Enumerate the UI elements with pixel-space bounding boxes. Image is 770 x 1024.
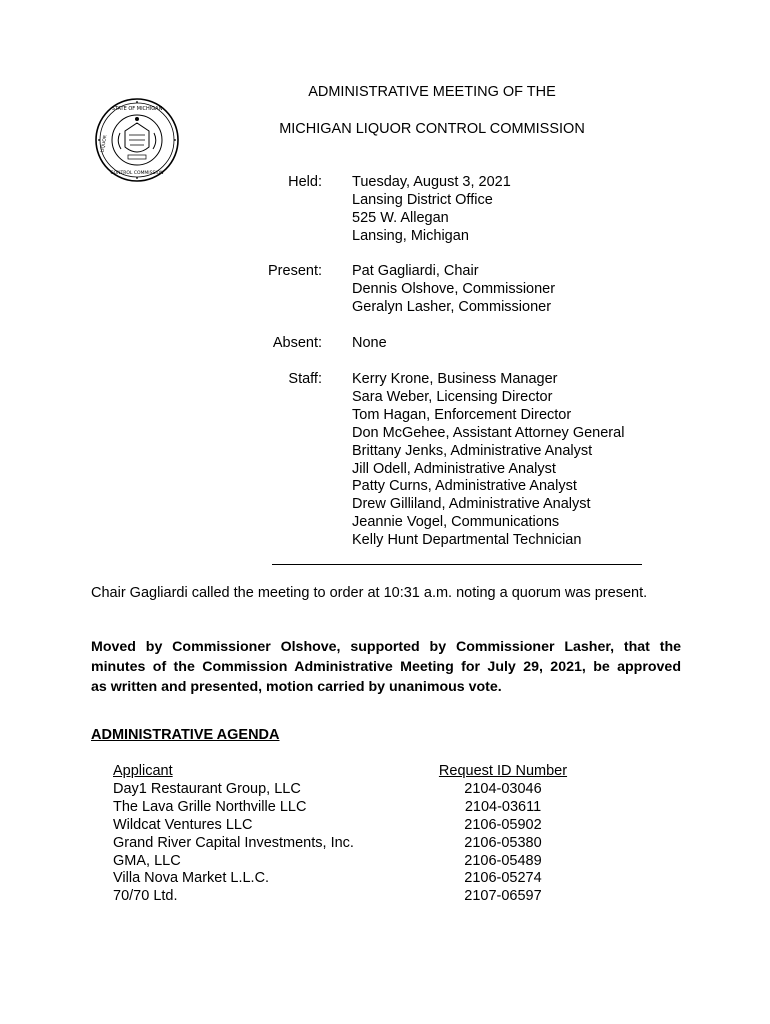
document-title-line1: ADMINISTRATIVE MEETING OF THE bbox=[308, 84, 556, 100]
call-to-order-paragraph: Chair Gagliardi called the meeting to order at 10:31 a.m. noting a quorum was present. bbox=[91, 585, 648, 601]
applicant-name: Day1 Restaurant Group, LLC bbox=[113, 780, 301, 797]
applicant-name: Wildcat Ventures LLC bbox=[113, 816, 253, 833]
request-id: 2106-05902 bbox=[464, 816, 542, 833]
agenda-heading: ADMINISTRATIVE AGENDA bbox=[91, 727, 280, 743]
staff-member: Jeannie Vogel, Communications bbox=[352, 514, 560, 531]
present-member: Dennis Olshove, Commissioner bbox=[352, 280, 556, 297]
staff-member: Tom Hagan, Enforcement Director bbox=[352, 406, 572, 423]
held-line: Lansing, Michigan bbox=[352, 227, 469, 244]
staff-member: Jill Odell, Administrative Analyst bbox=[352, 460, 556, 477]
staff-member: Kerry Krone, Business Manager bbox=[352, 371, 558, 387]
absent-member: None bbox=[352, 335, 387, 351]
request-id-column-header: Request ID Number bbox=[438, 763, 568, 779]
present-label: Present: bbox=[268, 263, 322, 279]
section-divider bbox=[272, 564, 642, 565]
held-details bbox=[352, 174, 511, 246]
staff-list bbox=[352, 371, 624, 550]
staff-member: Kelly Hunt Departmental Technician bbox=[352, 532, 582, 549]
applicant-column-header: Applicant bbox=[113, 763, 173, 779]
staff-member: Drew Gilliland, Administrative Analyst bbox=[352, 496, 591, 513]
held-line: 525 W. Allegan bbox=[352, 209, 449, 226]
svg-text:LIQUOR: LIQUOR bbox=[100, 134, 109, 153]
request-id-column bbox=[436, 763, 570, 906]
request-id: 2104-03611 bbox=[464, 798, 542, 815]
absent-list bbox=[352, 335, 387, 353]
request-id: 2106-05380 bbox=[464, 834, 542, 851]
applicant-column bbox=[113, 763, 354, 906]
applicant-name: The Lava Grille Northville LLC bbox=[113, 798, 307, 815]
staff-member: Patty Curns, Administrative Analyst bbox=[352, 478, 577, 495]
motion-line: Moved by Commissioner Olshove, supported by Commissioner Lasher, that the bbox=[91, 639, 681, 655]
commission-seal-icon bbox=[94, 97, 180, 183]
staff-member: Brittany Jenks, Administrative Analyst bbox=[352, 442, 593, 459]
present-member: Geralyn Lasher, Commissioner bbox=[352, 298, 552, 315]
request-id: 2104-03046 bbox=[464, 780, 542, 797]
request-id: 2106-05489 bbox=[464, 852, 542, 869]
document-title-line2: MICHIGAN LIQUOR CONTROL COMMISSION bbox=[279, 121, 585, 137]
svg-text:CONTROL COMMISSION: CONTROL COMMISSION bbox=[110, 171, 164, 176]
present-member: Pat Gagliardi, Chair bbox=[352, 263, 479, 279]
held-line: Tuesday, August 3, 2021 bbox=[352, 174, 511, 190]
staff-member: Don McGehee, Assistant Attorney General bbox=[352, 424, 625, 441]
motion-paragraph bbox=[91, 637, 681, 697]
applicant-name: GMA, LLC bbox=[113, 852, 181, 869]
request-id: 2107-06597 bbox=[464, 888, 542, 905]
motion-line: as written and presented, motion carried by unanimous vote. bbox=[91, 679, 502, 695]
staff-label: Staff: bbox=[288, 371, 322, 387]
motion-line: minutes of the Commission Administrative Meeting for July 29, 2021, be approved bbox=[91, 659, 681, 675]
svg-text:STATE OF MICHIGAN: STATE OF MICHIGAN bbox=[111, 106, 163, 112]
applicant-name: Villa Nova Market L.L.C. bbox=[113, 870, 270, 887]
held-label: Held: bbox=[288, 174, 322, 190]
applicant-name: 70/70 Ltd. bbox=[113, 888, 178, 905]
staff-member: Sara Weber, Licensing Director bbox=[352, 388, 553, 405]
absent-label: Absent: bbox=[272, 335, 322, 351]
request-id: 2106-05274 bbox=[464, 870, 542, 887]
present-list bbox=[352, 263, 555, 317]
held-line: Lansing District Office bbox=[352, 191, 493, 208]
applicant-name: Grand River Capital Investments, Inc. bbox=[113, 834, 354, 851]
